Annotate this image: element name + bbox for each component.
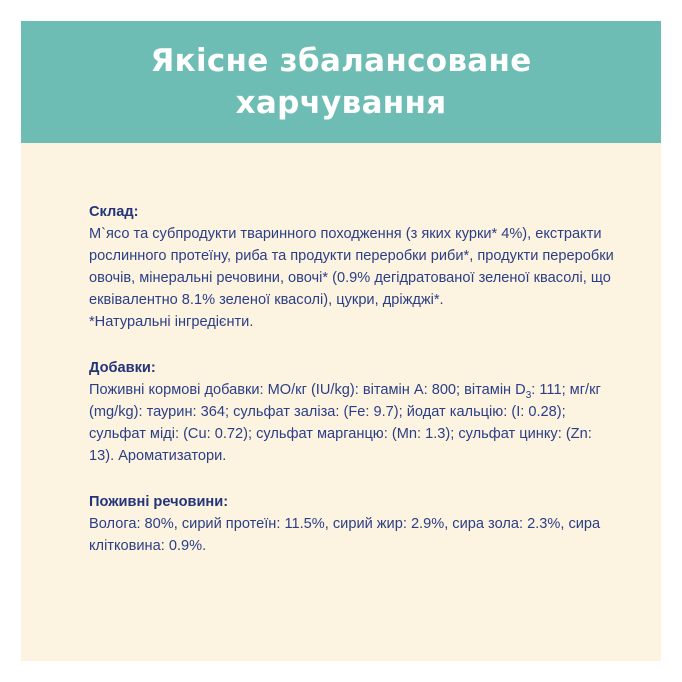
nutrients-text: Волога: 80%, сирий протеїн: 11.5%, сирий жир: 2.9%, сира зола: 2.3%, сира клітковина: 0.9%. <box>89 516 601 554</box>
additives-subscript: 3 <box>525 389 532 401</box>
composition-heading: Склад: <box>89 204 139 220</box>
info-card <box>21 21 661 661</box>
composition-note: *Натуральні інгредієнти. <box>89 314 254 330</box>
additives-text <box>89 379 619 467</box>
page-title: Якісне збалансоване харчування <box>150 43 532 121</box>
additives-text-part2: : 111; мг/кг (mg/kg): таурин: 364; сульфат заліза: (Fe: 9.7); йодат кальцію: (I: 0.28); сульфат міді: (Cu: 0.72); сульфат марганцю: (Mn: 1.3); сульфат цинку: (Zn: 13). Ароматизатори. <box>89 382 601 464</box>
section-nutrients <box>89 491 619 557</box>
section-additives <box>89 357 619 467</box>
content-area <box>89 201 619 581</box>
header-banner <box>21 21 661 143</box>
additives-text-part1: Поживні кормові добавки: МО/кг (IU/kg): вітамін А: 800; вітамін D <box>89 382 526 398</box>
composition-text: М`ясо та субпродукти тваринного походження (з яких курки* 4%), екстракти рослинного протеїну, риба та продукти переробки риби*, продукти переробки овочів, мінеральні речовини, овочі* (0.9% дегідратованої зеленої квасолі, що еквівалентно 8.1% зеленої квасолі), цукри, дріжджі*. <box>89 226 614 308</box>
nutrients-heading: Поживні речовини: <box>89 494 229 510</box>
section-composition <box>89 201 619 333</box>
additives-heading: Добавки: <box>89 360 156 376</box>
